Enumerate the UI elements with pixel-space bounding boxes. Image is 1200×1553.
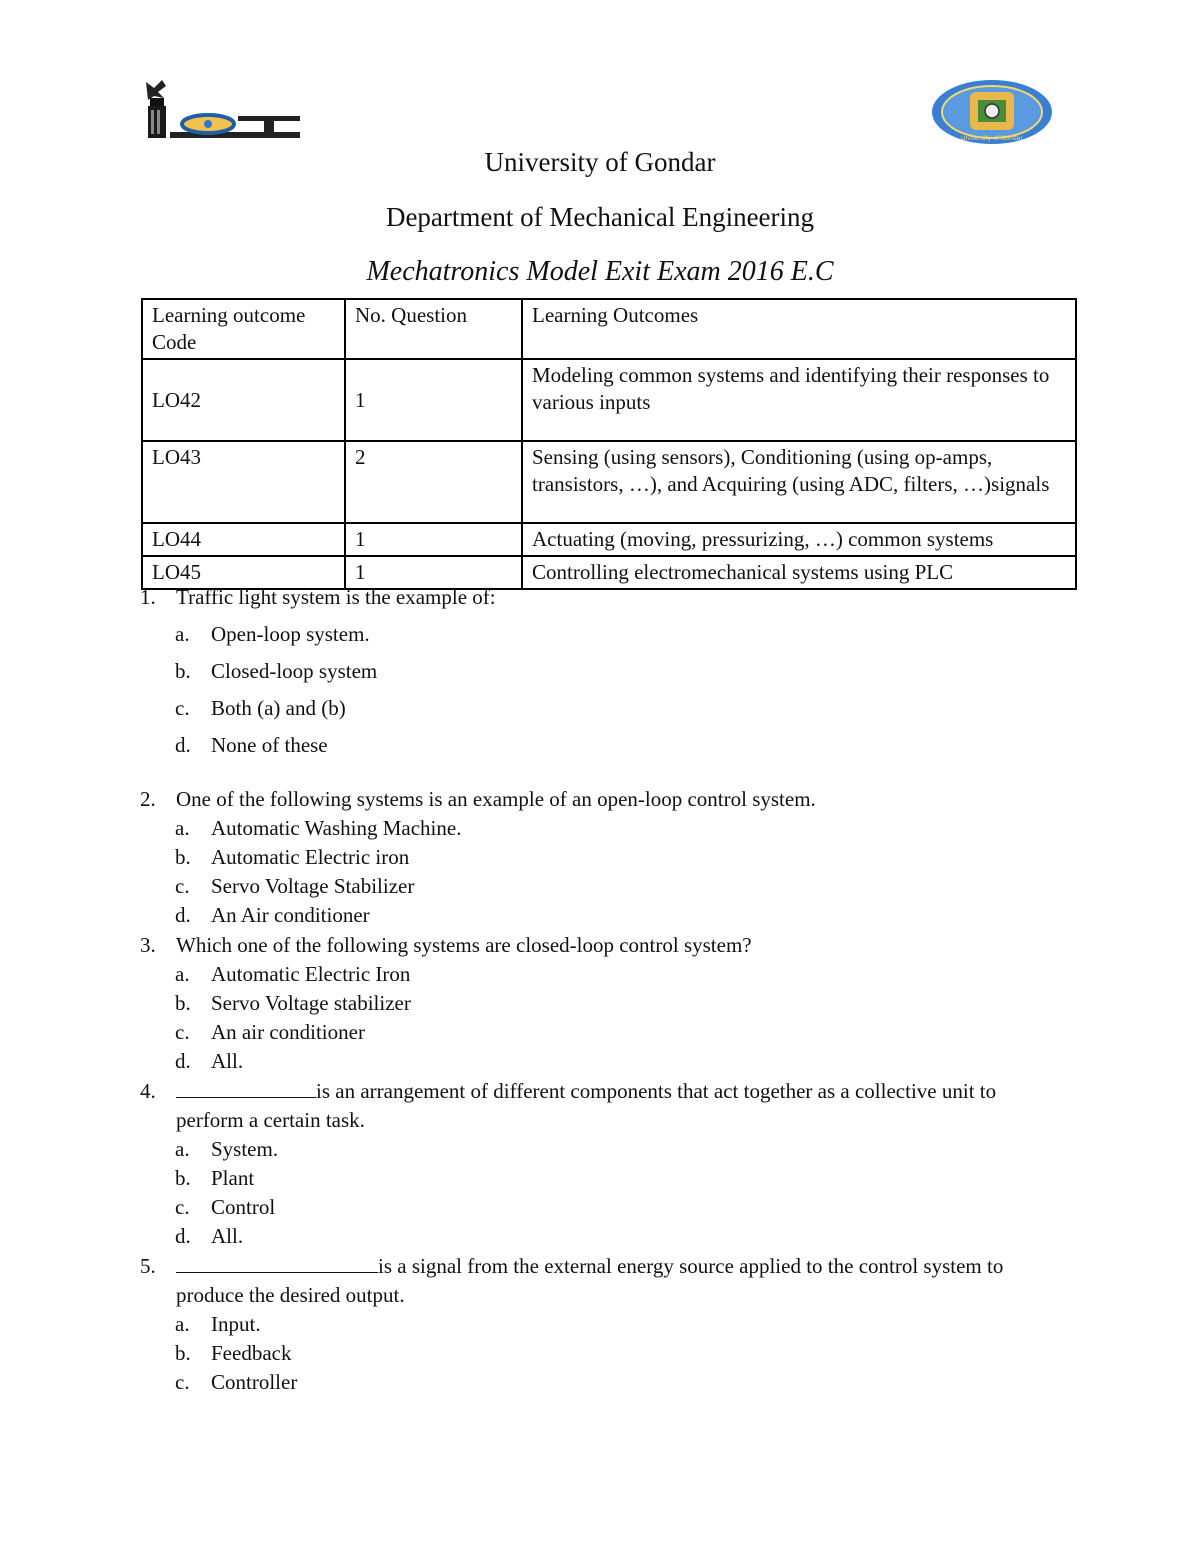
option-text: All. [211,1049,244,1073]
option-letter: b. [175,1166,191,1190]
option-letter: d. [175,1224,191,1248]
option-text: All. [211,1224,244,1248]
row-outcome: Controlling electromechanical systems using PLC [522,556,1076,589]
option-text: Plant [211,1166,255,1190]
header-code: Learning outcome Code [142,299,345,359]
row-count: 2 [345,441,522,523]
row-count: 1 [345,556,522,589]
option-text: Automatic Electric iron [211,845,410,869]
header-count: No. Question [345,299,522,359]
row-count: 1 [345,359,522,441]
table-header-row [142,299,1076,359]
question-number: 4. [140,1079,156,1103]
option-letter: d. [175,903,191,927]
option-text: An Air conditioner [211,903,370,927]
seal-text: University of Gondar [961,135,1023,142]
option-letter: d. [175,733,191,757]
option-text: Automatic Electric Iron [211,962,411,986]
option-letter: c. [175,696,190,720]
option-text: System. [211,1137,279,1161]
question-text: is an arrangement of different components that act together as a collective unit to perform a certain task. [176,1079,997,1132]
option-letter: c. [175,1195,190,1219]
row-count: 1 [345,523,522,556]
question-text: is a signal from the external energy source applied to the control system to produce the desired output. [176,1254,1004,1307]
option-text: Servo Voltage stabilizer [211,991,411,1015]
option-letter: b. [175,659,191,683]
row-code: LO43 [142,441,345,523]
option-letter: c. [175,1370,190,1394]
row-outcome: Modeling common systems and identifying their responses to various inputs [522,359,1076,441]
option-text: Feedback [211,1341,292,1365]
table-row [142,441,1076,523]
option-letter: c. [175,1020,190,1044]
iot-logo [140,76,305,144]
option-text: None of these [211,733,328,757]
question-text: Which one of the following systems are closed-loop control system? [176,933,752,957]
option-letter: a. [175,962,190,986]
row-code: LO45 [142,556,345,589]
option-letter: a. [175,1137,190,1161]
option-text: Servo Voltage Stabilizer [211,874,415,898]
answer-blank [176,1077,316,1098]
university-title: University of Gondar [484,147,716,177]
option-letter: c. [175,874,190,898]
option-text: Automatic Washing Machine. [211,816,462,840]
question-number: 3. [140,933,156,957]
option-text: An air conditioner [211,1020,365,1044]
option-text: Input. [211,1312,261,1336]
header-outcome: Learning Outcomes [522,299,1076,359]
row-code: LO44 [142,523,345,556]
option-letter: a. [175,1312,190,1336]
row-code: LO42 [142,359,345,441]
option-letter: a. [175,816,190,840]
option-letter: b. [175,1341,191,1365]
option-letter: b. [175,845,191,869]
university-seal [930,78,1054,146]
iot-logo-text: IOT [290,142,292,143]
option-text: Controller [211,1370,298,1394]
answer-blank [176,1252,378,1273]
table-row [142,523,1076,556]
option-text: Both (a) and (b) [211,696,346,720]
option-text: Closed-loop system [211,659,378,683]
option-text: Open-loop system. [211,622,370,646]
learning-outcomes-table [141,298,1077,590]
table-row [142,359,1076,441]
question-number: 5. [140,1254,156,1278]
option-text: Control [211,1195,276,1219]
row-outcome: Sensing (using sensors), Conditioning (using op-amps, transistors, …), and Acquiring (using ADC, filters, …)signals [522,441,1076,523]
option-letter: d. [175,1049,191,1073]
question-number: 2. [140,787,156,811]
exam-title: Mechatronics Model Exit Exam 2016 E.C [366,256,834,287]
question-text: Traffic light system is the example of: [176,585,496,609]
department-title: Department of Mechanical Engineering [385,202,815,232]
option-letter: a. [175,622,190,646]
row-outcome: Actuating (moving, pressurizing, …) common systems [522,523,1076,556]
question-number: 1. [140,585,156,609]
option-letter: b. [175,991,191,1015]
question-text: One of the following systems is an example of an open-loop control system. [176,787,816,811]
